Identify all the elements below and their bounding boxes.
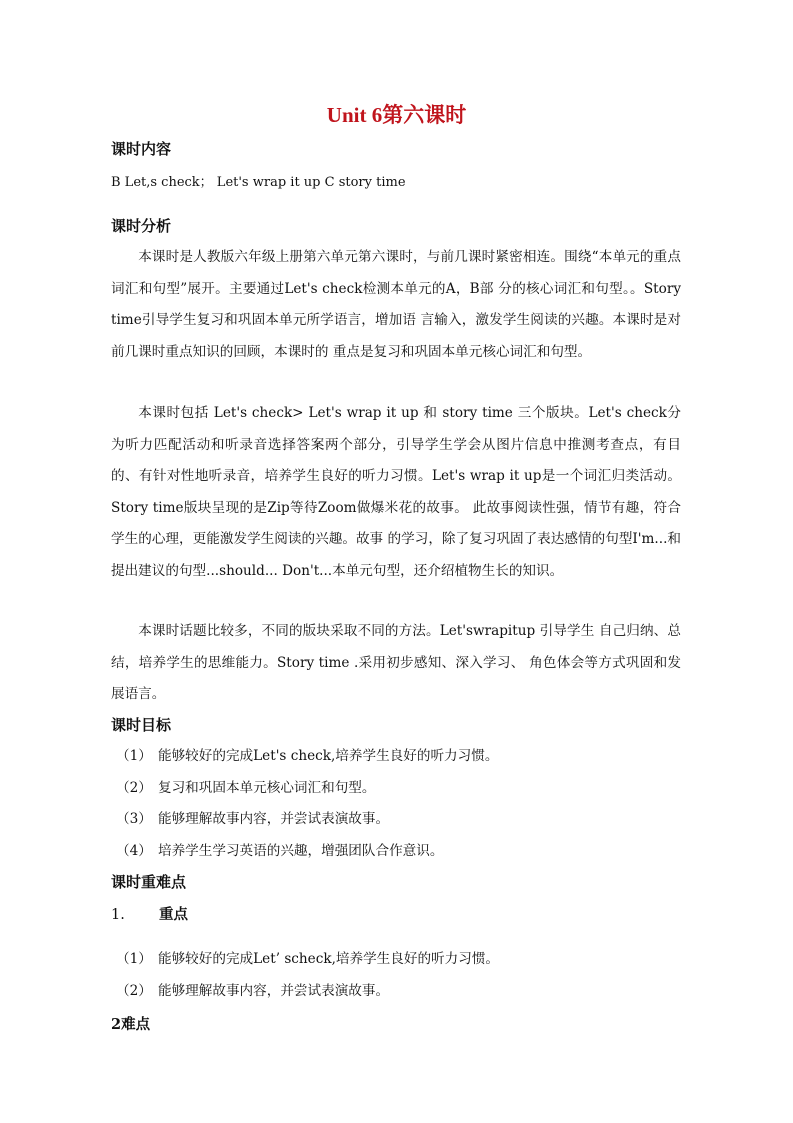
- goal-text: 培养学生学习英语的兴趣，增强团队合作意识。: [158, 843, 444, 859]
- goal-item: [116, 777, 376, 799]
- goal-item: [116, 808, 389, 830]
- goal-text: 复习和巩固本单元核心词汇和句型。: [158, 780, 376, 796]
- goal-text: 能够较好的完成Let's check,培养学生良好的听力习惯。: [158, 748, 499, 764]
- goal-text: 能够理解故事内容，并尝试表演故事。: [158, 811, 390, 827]
- subheading-difficulty: 2难点: [111, 1016, 151, 1033]
- key-item: [116, 980, 389, 1002]
- key-number: （1）: [116, 951, 152, 967]
- subheading-key: [111, 904, 188, 926]
- subheading-label: 重点: [159, 906, 188, 923]
- analysis-paragraph-1: 本课时是人教版六年级上册第六单元第六课时，与前几课时紧密相连。围绕“本单元的重点词汇和句型”展开。主要通过Let's check检测本单元的A，B部 分的核心词汇和句型。。Story time引导学生复习和巩固本单元所学语言，增加语 言输入，激发学生阅读的兴趣。本课时是对前几课时重点知识的回顾，本课时的 重点是复习和巩固本单元核心词汇和句型。: [111, 249, 681, 360]
- section-heading-content: 课时内容: [111, 140, 172, 158]
- key-text: 能够较好的完成Let’ scheck,培养学生良好的听力习惯。: [158, 951, 500, 967]
- analysis-paragraph-2: 本课时包括 Let's check> Let's wrap it up 和 story time 三个版块。Let's check分为听力匹配活动和听录音选择答案两个部分，引导学生学会从图片信息中推测考查点，有目的、有针对性地听录音，培养学生良好的听力习惯。Let's wrap it up是一个词汇归类活动。Story time版块呈现的是Zip等待Zoom做爆米花的故事。 此故事阅读性强，情节有趣，符合学生的心理，更能激发学生阅读的兴趣。故事 的学习，除了复习巩固了表达感情的句型I'm...和提出建议的句型...should... Don't...本单元句型，还介绍植物生长的知识。: [111, 405, 681, 579]
- content-text: B Let,s check； Let's wrap it up C story time: [111, 175, 406, 190]
- page-title: Unit 6第六课时: [326, 103, 467, 127]
- section-heading-key-points: 课时重难点: [111, 873, 187, 891]
- key-number: （2）: [116, 983, 152, 999]
- goal-number: （2）: [116, 780, 152, 796]
- goal-number: （1）: [116, 748, 152, 764]
- subheading-number: 1.: [111, 907, 125, 923]
- goal-item: [116, 840, 443, 862]
- goal-item: [116, 745, 498, 767]
- analysis-paragraph-3: 本课时话题比较多，不同的版块采取不同的方法。Let'swrapitup 引导学生 自己归纳、总结，培养学生的思维能力。Story time .采用初步感知、深入学习、 角色体会等方式巩固和发展语言。: [111, 623, 681, 702]
- goal-number: （4）: [116, 843, 152, 859]
- key-text: 能够理解故事内容，并尝试表演故事。: [158, 983, 390, 999]
- section-heading-analysis: 课时分析: [111, 217, 172, 235]
- key-item: [116, 948, 499, 970]
- section-heading-goals: 课时目标: [111, 716, 172, 734]
- goal-number: （3）: [116, 811, 152, 827]
